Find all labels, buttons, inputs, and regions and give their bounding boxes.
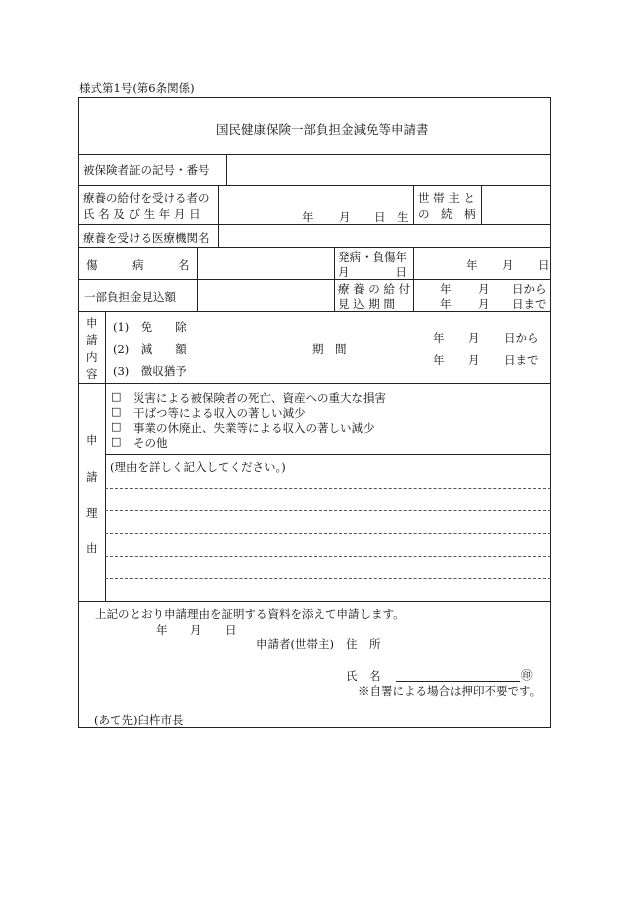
content-label-char: 申	[86, 316, 98, 330]
onset-label: 発病・負傷年	[338, 250, 407, 264]
address-field[interactable]	[390, 634, 545, 650]
reason-item-business-closure: 事業の休廃止、失業等による収入の著しい減少	[133, 421, 375, 435]
birth-year-label: 年	[302, 210, 314, 224]
recipient-label: 療養の給付を受ける者の	[83, 191, 210, 205]
treatment-period-label: 療 養 の 給 付	[338, 282, 411, 296]
divider-onset-left	[334, 247, 335, 311]
birth-month-label: 月	[339, 210, 351, 224]
name-label: 氏 名	[346, 669, 381, 683]
onset-label: 月 日	[338, 265, 407, 279]
treatment-month-label: 月	[478, 282, 490, 296]
period-label: 期 間	[312, 342, 347, 356]
disease-label: 傷 病 名	[86, 258, 190, 272]
treatment-year-label: 年	[440, 282, 452, 296]
period-year-label: 年	[433, 353, 445, 367]
seal-mark: ㊞	[521, 668, 533, 682]
seal-note: ※自署による場合は押印不要です。	[358, 684, 542, 698]
form-title: 国民健康保険一部負担金減免等申請書	[216, 122, 429, 137]
option-exemption[interactable]: (1) 免 除	[113, 320, 187, 334]
name-underline	[396, 681, 520, 682]
insurance-card-field[interactable]	[227, 155, 549, 184]
divider-onset-right	[413, 247, 414, 311]
option-deferral[interactable]: (3) 徴収猶予	[113, 364, 187, 378]
reason-detail-prompt: (理由を詳しく記入してください。)	[110, 460, 286, 474]
form-number: 様式第1号(第6条関係)	[79, 81, 195, 95]
name-field[interactable]	[396, 666, 520, 680]
addressee: (あて先)臼杵市長	[94, 713, 184, 727]
relationship-field[interactable]	[482, 186, 549, 223]
hospital-field[interactable]	[219, 225, 549, 246]
insurance-card-label: 被保険者証の記号・番号	[83, 163, 210, 177]
onset-month-label: 月	[502, 258, 514, 272]
period-from-label: 日から	[504, 331, 539, 345]
reason-label-char: 請	[86, 470, 98, 484]
applicant-label: 申請者(世帯主)	[256, 637, 334, 651]
period-year-label: 年	[433, 331, 445, 345]
hospital-label: 療養を受ける医療機関名	[83, 231, 210, 245]
date-month-label: 月	[190, 623, 202, 637]
disease-field[interactable]	[198, 248, 333, 278]
household-head-label: 世 帯 主 と	[418, 191, 475, 205]
recipient-label: 氏 名 及 び 生 年 月 日	[83, 207, 201, 221]
period-month-label: 月	[468, 331, 480, 345]
treatment-until-label: 日まで	[512, 297, 547, 311]
reason-item-other: その他	[133, 436, 168, 450]
birth-suffix-label: 生	[397, 210, 409, 224]
option-reduction[interactable]: (2) 減 額	[113, 342, 187, 356]
copay-label: 一部負担金見込額	[84, 290, 176, 304]
content-label-char: 容	[86, 367, 98, 381]
divider-household-left	[413, 185, 414, 224]
household-head-label: の 続 柄	[418, 207, 476, 221]
onset-year-label: 年	[466, 258, 478, 272]
reason-item-drought: 干ばつ等による収入の著しい減少	[133, 406, 306, 420]
copay-field[interactable]	[198, 280, 333, 310]
checkbox-disaster[interactable]: □	[111, 390, 122, 403]
content-label-char: 請	[86, 333, 98, 347]
reason-detail-field[interactable]	[106, 476, 549, 600]
reason-item-disaster: 災害による被保険者の死亡、資産への重大な損害	[133, 391, 386, 405]
treatment-from-label: 日から	[512, 282, 547, 296]
treatment-period-label: 見 込 期 間	[338, 297, 395, 311]
declaration-statement: 上記のとおり申請理由を証明する資料を添えて申請します。	[95, 607, 405, 621]
onset-day-label: 日	[538, 258, 550, 272]
checkbox-other[interactable]: □	[111, 435, 122, 448]
reason-label-char: 由	[86, 541, 98, 555]
checkbox-drought[interactable]: □	[111, 405, 122, 418]
address-label: 住 所	[346, 637, 381, 651]
period-until-label: 日まで	[504, 353, 539, 367]
treatment-month-label: 月	[478, 297, 490, 311]
birth-day-label: 日	[374, 210, 386, 224]
checkbox-business-closure[interactable]: □	[111, 420, 122, 433]
treatment-year-label: 年	[440, 297, 452, 311]
date-day-label: 日	[225, 623, 237, 637]
reason-label-char: 申	[86, 433, 98, 447]
content-label-char: 内	[86, 350, 98, 364]
rule-reason-bottom	[78, 601, 551, 602]
rule-checklist-bottom	[105, 454, 551, 455]
date-year-label: 年	[156, 623, 168, 637]
period-month-label: 月	[468, 353, 480, 367]
reason-label-char: 理	[86, 506, 98, 520]
rule-content-bottom	[78, 383, 551, 384]
